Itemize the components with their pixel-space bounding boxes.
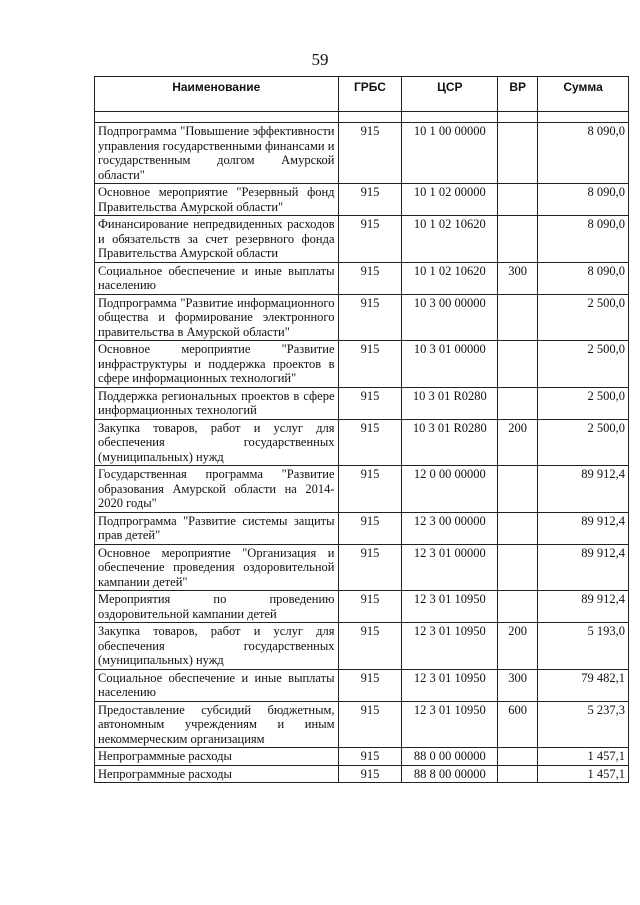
cell-name: Закупка товаров, работ и услуг для обеспечения государственных (муниципальных) нужд [95,419,339,466]
table-body [95,123,629,783]
table-row [95,123,629,184]
table-row [95,341,629,388]
cell-grbs: 915 [338,123,402,184]
cell-csr: 12 3 01 10950 [402,623,498,670]
cell-name: Социальное обеспечение и иные выплаты населению [95,262,339,294]
cell-csr: 10 3 01 R0280 [402,387,498,419]
table-row [95,765,629,783]
cell-name: Непрограммные расходы [95,765,339,783]
header-name: Наименование [95,77,339,112]
cell-grbs: 915 [338,591,402,623]
cell-vr [498,591,538,623]
cell-grbs: 915 [338,294,402,341]
cell-name: Предоставление субсидий бюджетным, автономным учреждениям и иным некоммерческим организациям [95,701,339,748]
cell-sum: 89 912,4 [538,591,629,623]
cell-vr [498,387,538,419]
cell-sum: 8 090,0 [538,184,629,216]
cell-sum: 8 090,0 [538,216,629,263]
table-row [95,591,629,623]
table-row [95,544,629,591]
cell-csr: 10 3 01 R0280 [402,419,498,466]
cell-name: Поддержка региональных проектов в сфере информационных технологий [95,387,339,419]
cell-name: Социальное обеспечение и иные выплаты населению [95,669,339,701]
cell-grbs: 915 [338,216,402,263]
cell-grbs: 915 [338,544,402,591]
table-row [95,216,629,263]
cell-vr [498,544,538,591]
cell-csr: 10 1 00 00000 [402,123,498,184]
table-spacer-row [95,112,629,123]
cell-csr: 10 1 02 00000 [402,184,498,216]
cell-name: Подпрограмма "Развитие системы защиты прав детей" [95,512,339,544]
cell-sum: 79 482,1 [538,669,629,701]
cell-sum: 2 500,0 [538,387,629,419]
cell-vr: 200 [498,419,538,466]
cell-grbs: 915 [338,669,402,701]
table-row [95,701,629,748]
cell-name: Основное мероприятие "Развитие инфраструктуры и поддержка проектов в сфере информационных технологий" [95,341,339,388]
cell-grbs: 915 [338,341,402,388]
cell-csr: 88 8 00 00000 [402,765,498,783]
cell-sum: 8 090,0 [538,123,629,184]
cell-sum: 1 457,1 [538,748,629,766]
cell-sum: 2 500,0 [538,341,629,388]
table-header-row [95,77,629,112]
cell-vr [498,512,538,544]
cell-name: Основное мероприятие "Резервный фонд Правительства Амурской области" [95,184,339,216]
cell-csr: 12 3 01 00000 [402,544,498,591]
cell-sum: 2 500,0 [538,294,629,341]
cell-sum: 5 193,0 [538,623,629,670]
table-row [95,623,629,670]
cell-sum: 89 912,4 [538,512,629,544]
header-grbs: ГРБС [338,77,402,112]
header-sum: Сумма [538,77,629,112]
cell-sum: 8 090,0 [538,262,629,294]
cell-grbs: 915 [338,623,402,670]
cell-csr: 12 0 00 00000 [402,466,498,513]
cell-sum: 1 457,1 [538,765,629,783]
cell-csr: 10 1 02 10620 [402,216,498,263]
cell-vr: 300 [498,262,538,294]
table-row [95,669,629,701]
cell-grbs: 915 [338,387,402,419]
cell-name: Непрограммные расходы [95,748,339,766]
cell-vr [498,341,538,388]
cell-name: Основное мероприятие "Организация и обеспечение проведения оздоровительной кампании детей" [95,544,339,591]
cell-vr [498,748,538,766]
cell-csr: 10 1 02 10620 [402,262,498,294]
table-row [95,262,629,294]
cell-name: Мероприятия по проведению оздоровительной кампании детей [95,591,339,623]
table-row [95,748,629,766]
page-number: 59 [311,50,329,69]
table-row [95,294,629,341]
cell-grbs: 915 [338,765,402,783]
cell-sum: 89 912,4 [538,466,629,513]
table-row [95,184,629,216]
cell-csr: 10 3 01 00000 [402,341,498,388]
table-row [95,512,629,544]
cell-grbs: 915 [338,262,402,294]
header-vr: ВР [498,77,538,112]
cell-vr: 300 [498,669,538,701]
cell-csr: 10 3 00 00000 [402,294,498,341]
cell-vr [498,765,538,783]
cell-vr: 200 [498,623,538,670]
cell-vr [498,294,538,341]
table-row [95,387,629,419]
cell-grbs: 915 [338,184,402,216]
cell-grbs: 915 [338,466,402,513]
cell-vr [498,184,538,216]
cell-csr: 88 0 00 00000 [402,748,498,766]
cell-name: Государственная программа "Развитие образования Амурской области на 2014-2020 годы" [95,466,339,513]
cell-name: Подпрограмма "Развитие информационного общества и формирование электронного правительства в Амурской области" [95,294,339,341]
cell-sum: 89 912,4 [538,544,629,591]
budget-table [94,76,629,783]
cell-csr: 12 3 01 10950 [402,701,498,748]
cell-csr: 12 3 00 00000 [402,512,498,544]
cell-vr [498,466,538,513]
cell-grbs: 915 [338,748,402,766]
cell-name: Закупка товаров, работ и услуг для обеспечения государственных (муниципальных) нужд [95,623,339,670]
cell-sum: 5 237,3 [538,701,629,748]
table-row [95,466,629,513]
header-csr: ЦСР [402,77,498,112]
cell-vr: 600 [498,701,538,748]
cell-vr [498,123,538,184]
table-row [95,419,629,466]
cell-name: Подпрограмма "Повышение эффективности управления государственными финансами и государственным долгом Амурской области" [95,123,339,184]
cell-sum: 2 500,0 [538,419,629,466]
cell-grbs: 915 [338,419,402,466]
cell-vr [498,216,538,263]
cell-grbs: 915 [338,512,402,544]
cell-csr: 12 3 01 10950 [402,591,498,623]
cell-csr: 12 3 01 10950 [402,669,498,701]
cell-name: Финансирование непредвиденных расходов и обязательств за счет резервного фонда Правительства Амурской области [95,216,339,263]
cell-grbs: 915 [338,701,402,748]
